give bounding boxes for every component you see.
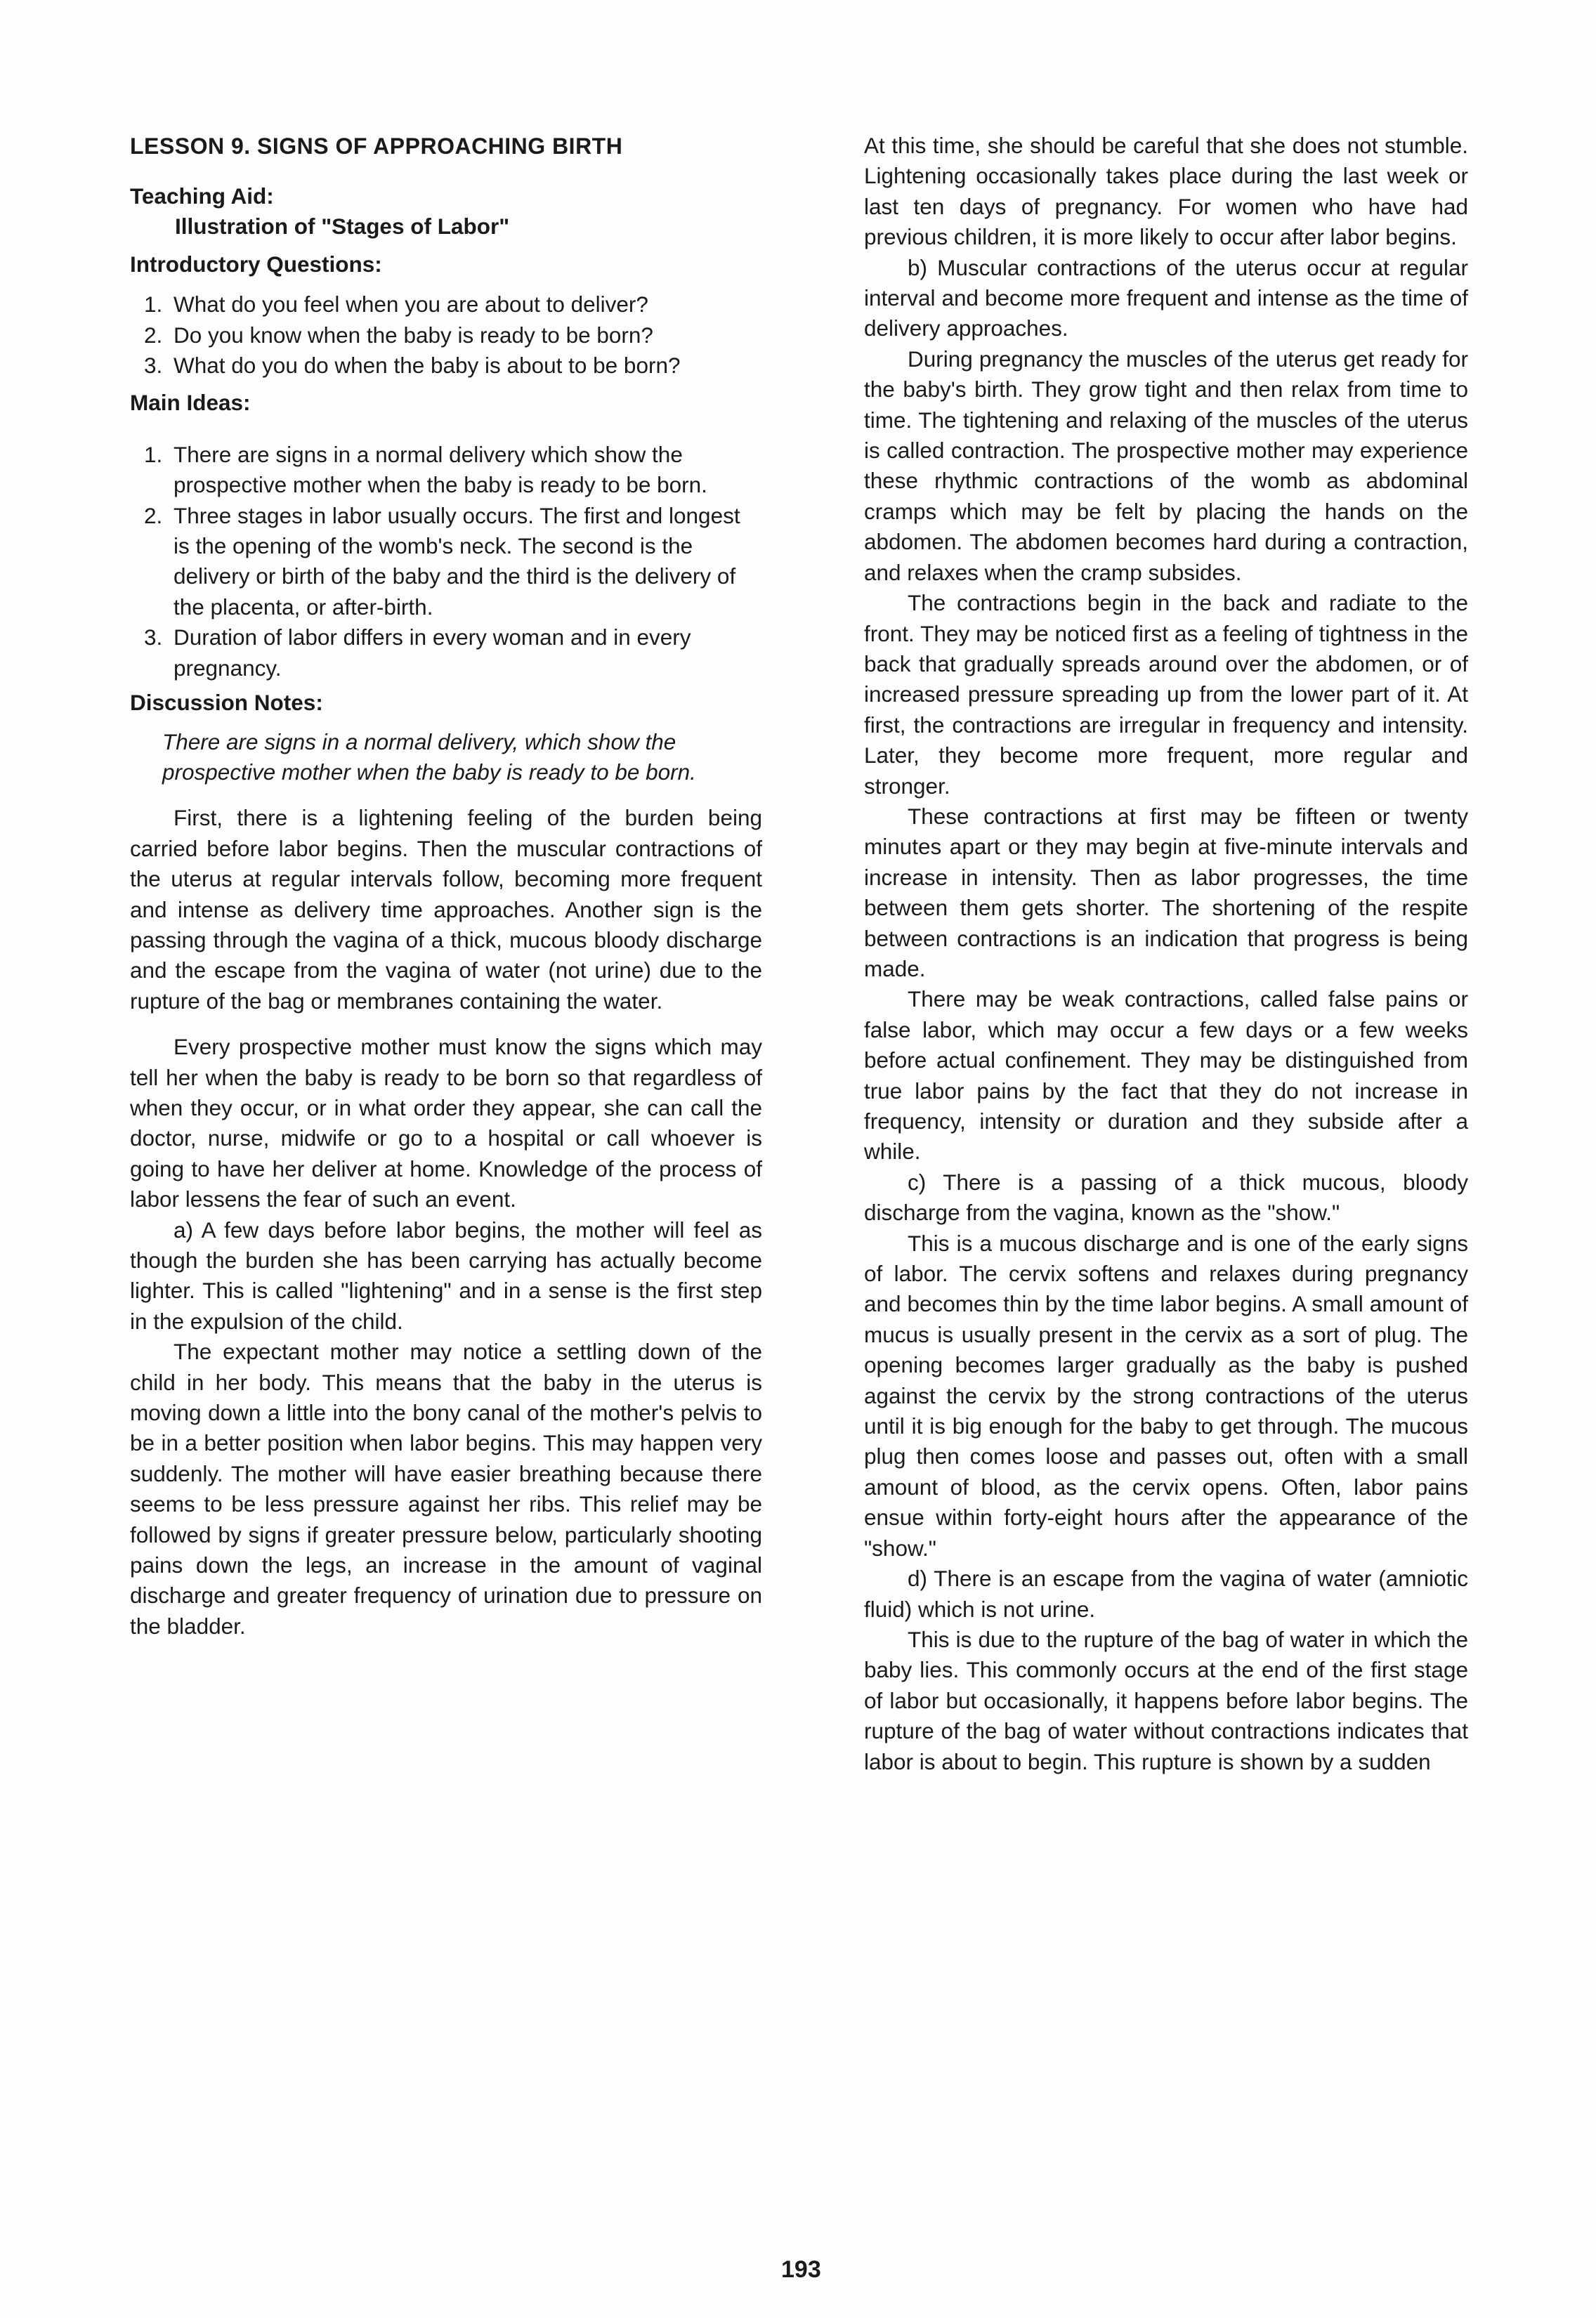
introductory-questions-list [130,289,762,381]
page-number: 193 [781,2256,821,2283]
main-idea-item: 3. Duration of labor differs in every woman and in every pregnancy. [144,624,691,681]
paragraph: This is a mucous discharge and is one of the early signs of labor. The cervix softens and relaxes during pregnancy and becomes thin by the time labor begins. A small amount of mucus is usually present in the cervix as a sort of plug. The opening becomes larger gradually as the baby is pushed against the cervix by the strong contractions of the uterus until it is big enough for the baby to get through. The mucous plug then comes loose and passes out, often with a small amount of blood, as the cervix opens. Often, labor pains ensue within forty-eight hours after the appearance of the "show." [864,1230,1468,1561]
paragraph: c) There is a passing of a thick mucous, bloody discharge from the vagina, known as the "show." [864,1169,1468,1226]
main-ideas-label: Main Ideas: [130,390,251,416]
main-ideas-list [130,440,762,683]
paragraph: There may be weak contractions, called false pains or false labor, which may occur a few days or a few weeks before actual confinement. They may be distinguished from true labor pains by the fact that they do not increase in frequency, intensity or duration and they subside after a while. [864,986,1468,1165]
question-item: 2. Do you know when the baby is ready to be born? [144,322,653,348]
paragraph: The contractions begin in the back and radiate to the front. They may be noticed first as a feeling of tightness in the back that gradually spreads around over the abdomen, or of increased pressure spreading up from the lower part of it. At first, the contractions are irregular in frequency and intensity. Later, they become more frequent, more regular and stronger. [864,590,1468,799]
lesson-title: LESSON 9. SIGNS OF APPROACHING BIRTH [130,133,623,159]
question-item: 3. What do you do when the baby is about to be born? [144,353,681,379]
paragraph: First, there is a lightening feeling of the burden being carried before labor begins. Then the muscular contractions of the uterus at regular intervals follow, becoming more frequent and intense as delivery time approaches. Another sign is the passing through the vagina of a thick, mucous bloody discharge and the escape from the vagina of water (not urine) due to the rupture of the bag or membranes containing the water. [130,805,762,1014]
paragraph: The expectant mother may notice a settling down of the child in her body. This means that the baby in the uterus is moving down a little into the bony canal of the mother's pelvis to be in a better position when labor begins. This may happen very suddenly. The mother will have easier breathing because there seems to be less pressure against her ribs. This relief may be followed by signs if greater pressure below, particularly shooting pains down the legs, an increase in the amount of vaginal discharge and greater frequency of urination due to pressure on the bladder. [130,1339,762,1639]
paragraph: b) Muscular contractions of the uterus occur at regular interval and become more frequent and intense as the time of delivery approaches. [864,254,1468,341]
introductory-questions-label: Introductory Questions: [130,251,382,277]
paragraph: d) There is an escape from the vagina of water (amniotic fluid) which is not urine. [864,1566,1468,1622]
paragraph: Every prospective mother must know the signs which may tell her when the baby is ready to be born so that regardless of when they occur, or in what order they appear, she can call the doctor, nurse, midwife or go to a hospital or call whoever is going to have her deliver at home. Knowledge of the process of labor lessens the fear of such an event. [130,1034,762,1212]
discussion-italic-heading: There are signs in a normal delivery, which show the prospective mother when the baby is ready to be born. [162,728,696,785]
left-column [130,131,762,1642]
paragraph: During pregnancy the muscles of the uterus get ready for the baby's birth. They grow tight and then relax from time to time. The tightening and relaxing of the muscles of the uterus is called contraction. The prospective mother may experience these rhythmic contractions of the womb as abdominal cramps which may be felt by placing the hands on the abdomen. The abdomen becomes hard during a contraction, and relaxes when the cramp subsides. [864,346,1468,585]
teaching-aid-item: Illustration of "Stages of Labor" [175,214,510,240]
right-column [864,131,1468,1777]
question-item: 1. What do you feel when you are about to deliver? [144,292,648,317]
paragraph: a) A few days before labor begins, the mother will feel as though the burden she has been carrying has actually become lighter. This is called "lightening" and in a sense is the first step in the expulsion of the child. [130,1217,762,1334]
discussion-notes-label: Discussion Notes: [130,690,323,716]
teaching-aid-label: Teaching Aid: [130,183,274,209]
main-idea-item: 2. Three stages in labor usually occurs. The first and longest is the opening of the womb's neck. The second is the delivery or birth of the baby and the third is the delivery of the placenta, or after-birth. [144,502,740,620]
main-idea-item: 1. There are signs in a normal delivery which show the prospective mother when the baby is ready to be born. [144,441,707,498]
paragraph: This is due to the rupture of the bag of water in which the baby lies. This commonly occurs at the end of the first stage of labor but occasionally, it happens before labor begins. The rupture of the bag of water without contractions indicates that labor is about to begin. This rupture is shown by a sudden [864,1626,1468,1774]
paragraph: At this time, she should be careful that she does not stumble. Lightening occasionally takes place during the last week or last ten days of pregnancy. For women who have had previous children, it is more likely to occur after labor begins. [864,133,1468,250]
paragraph: These contractions at first may be fifteen or twenty minutes apart or they may begin at five-minute intervals and increase in intensity. Then as labor progresses, the time between them gets shorter. The shortening of the respite between contractions is an indication that progress is being made. [864,803,1468,981]
